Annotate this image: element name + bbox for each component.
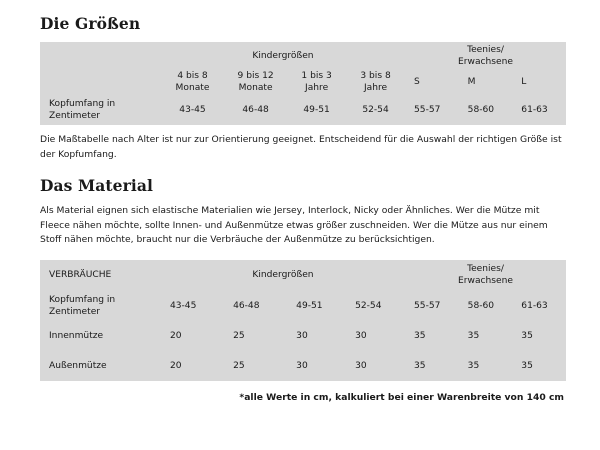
column-header-age-1-line2: Monate (175, 83, 210, 93)
page-title-material: Das Material (40, 176, 154, 195)
cell-innenmuetze-1: 20 (161, 321, 224, 351)
row-label-kopfumfang-line1: Kopfumfang in (49, 99, 116, 109)
column-header-age-3-line2: Jahre (305, 83, 329, 93)
cell-aussenmuetze-3: 30 (287, 351, 346, 381)
cell-innenmuetze-4: 30 (346, 321, 405, 351)
group-header-teenies (405, 42, 566, 69)
table-row-column-headers (40, 69, 566, 95)
table-row-group-headers (40, 42, 566, 69)
material-consumption-table (40, 260, 566, 381)
sizes-table (40, 42, 566, 125)
group-header-kindergroessen: Kindergrößen (161, 42, 405, 69)
cell-aussenmuetze-6: 35 (459, 351, 513, 381)
cell-kopfumfang-3: 49-51 (287, 291, 346, 321)
cell-kopfumfang-5: 55-57 (405, 95, 459, 125)
cell-kopfumfang-7: 61-63 (512, 291, 566, 321)
row-label-kopfumfang-line2: Zentimeter (49, 306, 101, 317)
cell-kopfumfang-4: 52-54 (346, 95, 405, 125)
column-header-age-1 (161, 69, 224, 95)
column-header-size-l: L (512, 69, 566, 95)
cell-kopfumfang-1: 43-45 (161, 95, 224, 125)
empty-corner-cell-2 (40, 69, 161, 95)
cell-kopfumfang-6: 58-60 (459, 291, 513, 321)
corner-label-verbrauche: VERBRÄUCHE (40, 260, 161, 291)
row-label-kopfumfang (40, 291, 161, 321)
cell-innenmuetze-2: 25 (224, 321, 287, 351)
group-header-teenies-line2: Erwachsene (458, 56, 513, 67)
column-header-age-2 (224, 69, 287, 95)
column-header-age-4 (346, 69, 405, 95)
cell-kopfumfang-1: 43-45 (161, 291, 224, 321)
material-footnote: *alle Werte in cm, kalkuliert bei einer Warenbreite von 140 cm (239, 391, 564, 403)
sizes-note: Die Maßtabelle nach Alter ist nur zur Orientierung geeignet. Entscheidend für die Auswahl der richtigen Größe ist der Kopfumfang. (40, 134, 562, 160)
row-label-aussenmuetze: Außenmütze (40, 351, 161, 381)
table-row (40, 351, 566, 381)
cell-aussenmuetze-4: 30 (346, 351, 405, 381)
table-row (40, 321, 566, 351)
group-header-teenies-line2: Erwachsene (458, 276, 513, 286)
cell-kopfumfang-7: 61-63 (512, 95, 566, 125)
cell-kopfumfang-2: 46-48 (224, 95, 287, 125)
group-header-teenies (405, 260, 566, 291)
row-label-kopfumfang (40, 95, 161, 125)
row-label-kopfumfang-line1: Kopfumfang in (49, 294, 116, 305)
column-header-size-m: M (459, 69, 513, 95)
cell-aussenmuetze-5: 35 (405, 351, 459, 381)
table-row (40, 95, 566, 125)
cell-kopfumfang-4: 52-54 (346, 291, 405, 321)
cell-kopfumfang-5: 55-57 (405, 291, 459, 321)
cell-innenmuetze-5: 35 (405, 321, 459, 351)
column-header-age-4-line1: 3 bis 8 (360, 71, 391, 81)
group-header-teenies-line1: Teenies/ (467, 44, 504, 55)
table-row-group-headers (40, 260, 566, 291)
column-header-age-4-line2: Jahre (363, 83, 388, 93)
column-header-age-2-line2: Monate (238, 83, 273, 93)
cell-innenmuetze-6: 35 (459, 321, 513, 351)
empty-corner-cell (40, 42, 161, 69)
cell-innenmuetze-7: 35 (512, 321, 566, 351)
cell-kopfumfang-3: 49-51 (287, 95, 346, 125)
cell-aussenmuetze-2: 25 (224, 351, 287, 381)
row-label-innenmuetze: Innenmütze (40, 321, 161, 351)
group-header-kindergroessen: Kindergrößen (161, 260, 405, 291)
cell-kopfumfang-6: 58-60 (459, 95, 513, 125)
column-header-age-3-line1: 1 bis 3 (301, 71, 332, 81)
column-header-age-2-line1: 9 bis 12 (237, 71, 274, 81)
table-row (40, 291, 566, 321)
column-header-age-3 (287, 69, 346, 95)
cell-aussenmuetze-7: 35 (512, 351, 566, 381)
column-header-size-s: S (405, 69, 459, 95)
cell-kopfumfang-2: 46-48 (224, 291, 287, 321)
column-header-age-1-line1: 4 bis 8 (177, 71, 208, 81)
group-header-teenies-line1: Teenies/ (467, 264, 504, 274)
page-title-sizes: Die Größen (40, 14, 141, 33)
cell-innenmuetze-3: 30 (287, 321, 346, 351)
material-intro-text: Als Material eignen sich elastische Materialien wie Jersey, Interlock, Nicky oder Ähnliches. Wer die Mütze mit Fleece nähen möchte, sollte Innen- und Außenmütze etwas größer zuschneiden. Wer die Mütze aus nur einem Stoff nähen möchte, braucht nur die Verbräuche der Außenmütze zu berücksichtigen. (40, 205, 548, 245)
cell-aussenmuetze-1: 20 (161, 351, 224, 381)
row-label-kopfumfang-line2: Zentimeter (49, 111, 101, 121)
